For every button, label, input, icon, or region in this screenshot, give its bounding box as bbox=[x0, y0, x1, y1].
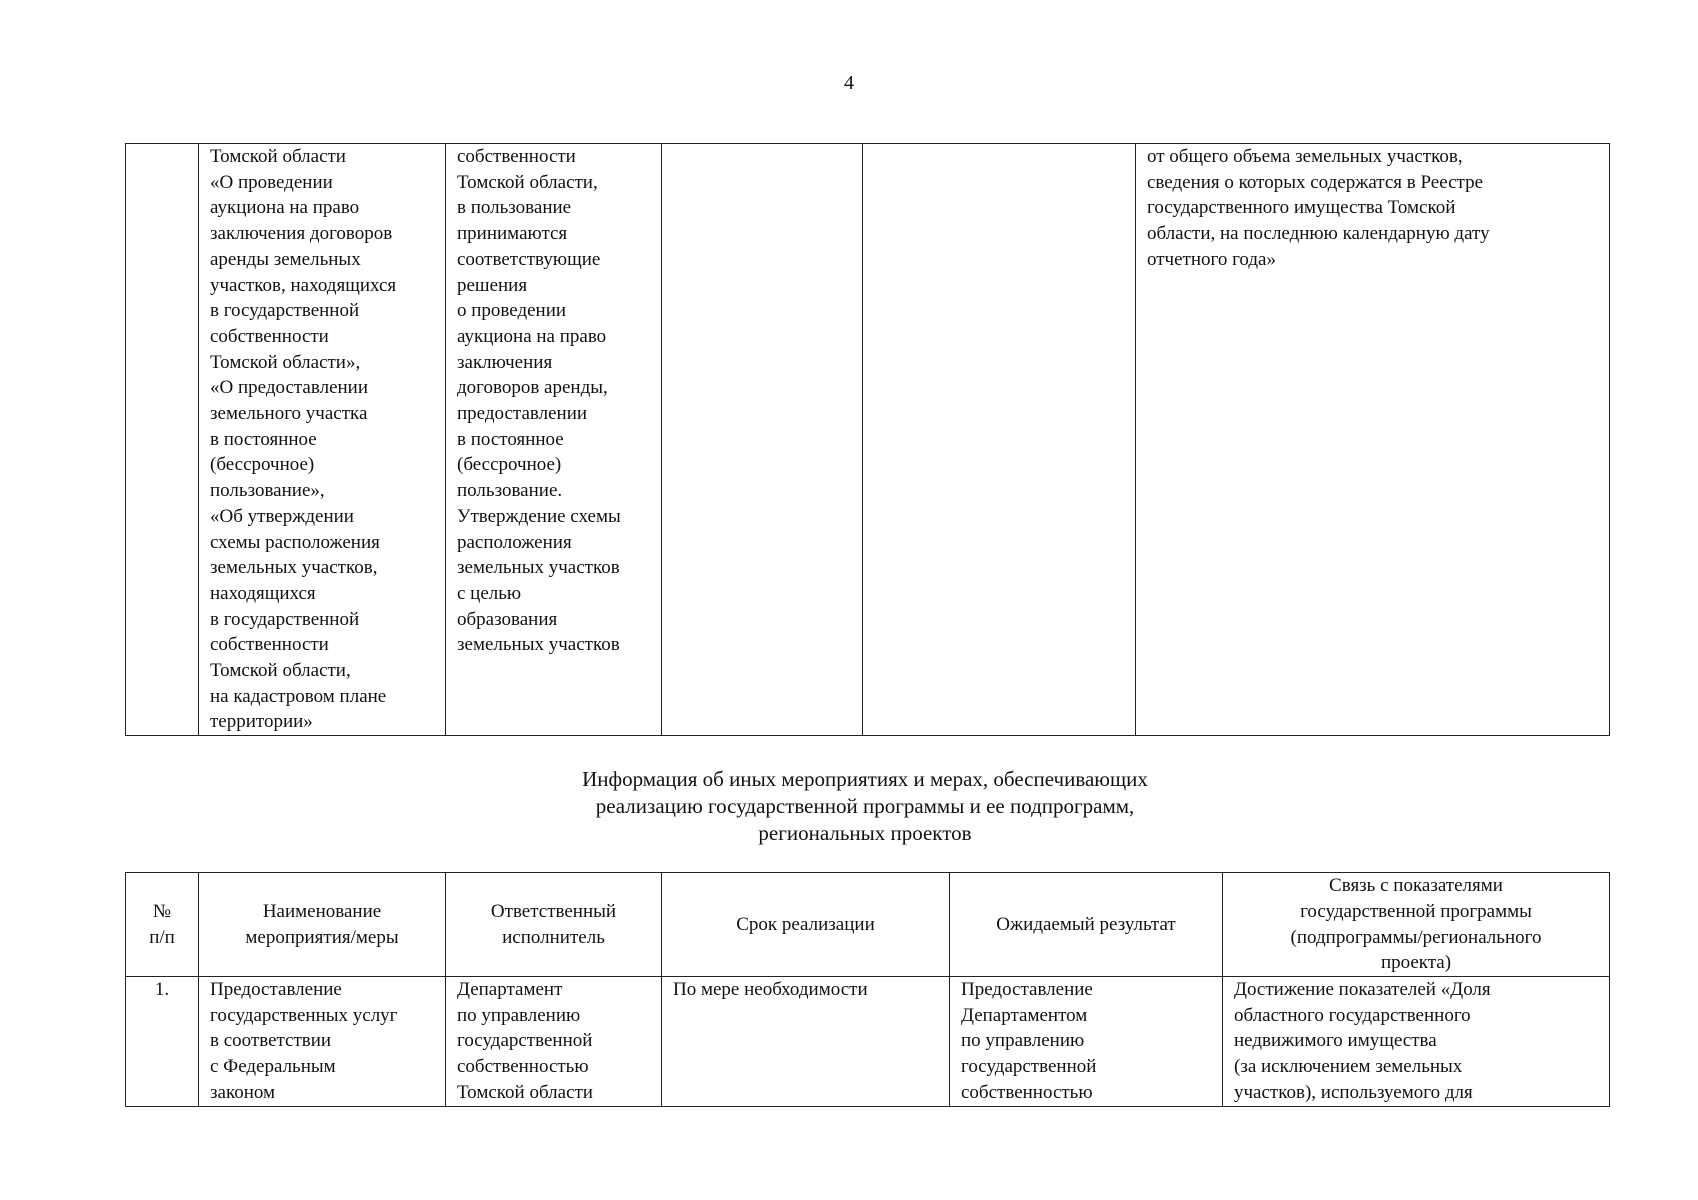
table-row bbox=[126, 144, 1610, 736]
header-expected-result: Ожидаемый результат bbox=[950, 873, 1223, 977]
table-cell-expected-result bbox=[863, 144, 1136, 736]
table-cell-number bbox=[126, 144, 199, 736]
table-cell-expected-result: Предоставление Департаментом по управлению государственной собственностью bbox=[950, 977, 1223, 1107]
table-cell-measure-name: Томской области «О проведении аукциона на право заключения договоров аренды земельных участков, находящихся в государственной собственности Томской области», «О предоставлении земельного участка в постоянное (бессрочное) пользование», «Об утверждении схемы расположения земельных участков, находящихся в государственной собственности Томской области, на кадастровом плане территории» bbox=[199, 144, 446, 736]
section-title: Информация об иных мероприятиях и мерах, обеспечивающих реализацию государственной программы и ее подпрограмм, региональных проектов bbox=[582, 767, 1148, 845]
table-cell-indicators: от общего объема земельных участков, сведения о которых содержатся в Реестре государственного имущества Томской области, на последнюю календарную дату отчетного года» bbox=[1136, 144, 1610, 736]
table-cell-responsible: собственности Томской области, в пользование принимаются соответствующие решения о проведении аукциона на право заключения договоров аренды, предоставлении в постоянное (бессрочное) пользование. Утверждение схемы расположения земельных участков с целью образования земельных участков bbox=[446, 144, 662, 736]
header-responsible: Ответственный исполнитель bbox=[446, 873, 662, 977]
table-row bbox=[126, 977, 1610, 1107]
header-deadline: Срок реализации bbox=[662, 873, 950, 977]
table-cell-deadline: По мере необходимости bbox=[662, 977, 950, 1107]
header-indicators: Связь с показателями государственной программы (подпрограммы/регионального проекта) bbox=[1223, 873, 1610, 977]
table-header-row bbox=[126, 873, 1610, 977]
header-measure-name: Наименование мероприятия/меры bbox=[199, 873, 446, 977]
table-cell-indicators: Достижение показателей «Доля областного государственного недвижимого имущества (за исключением земельных участков), используемого для bbox=[1223, 977, 1610, 1107]
page-number: 4 bbox=[844, 72, 854, 94]
measures-table bbox=[125, 872, 1610, 1107]
table-cell-number: 1. bbox=[126, 977, 199, 1107]
table-cell-measure-name: Предоставление государственных услуг в соответствии с Федеральным законом bbox=[199, 977, 446, 1107]
table-cell-responsible: Департамент по управлению государственной собственностью Томской области bbox=[446, 977, 662, 1107]
header-number: № п/п bbox=[126, 873, 199, 977]
continuation-table bbox=[125, 143, 1610, 736]
table-cell-deadline bbox=[662, 144, 863, 736]
